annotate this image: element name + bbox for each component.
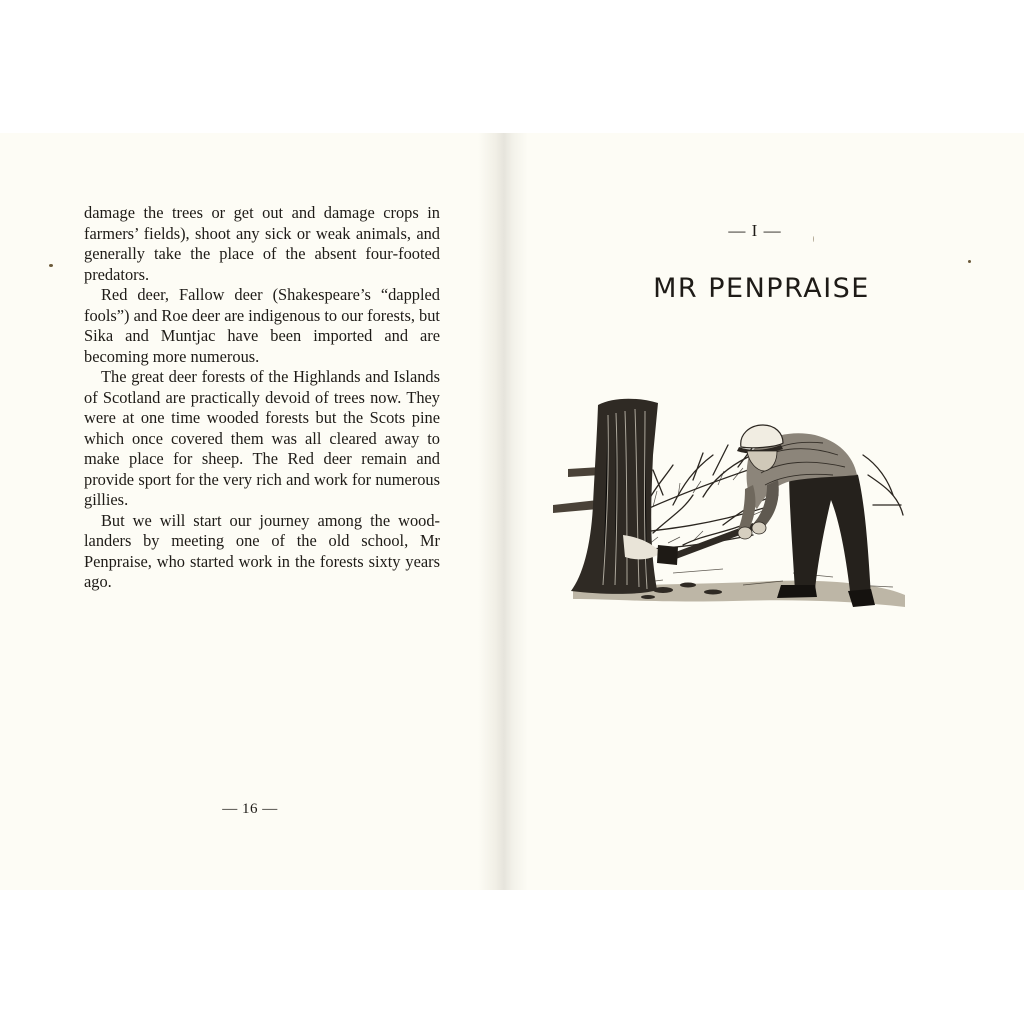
book-spread: [0, 133, 1024, 890]
paper-speck: [813, 236, 814, 242]
paragraph-1: damage the trees or get out and damage crops in farmers’ fields), shoot any sick or weak animals, and generally take the place of the absent four‐footed predators.: [84, 203, 440, 284]
chapter-title: MR PENPRAISE: [653, 273, 870, 304]
paper-speck: [49, 264, 53, 267]
paper-speck: [968, 260, 971, 263]
woodcutter-illustration: [553, 385, 913, 617]
paragraph-4: But we will start our journey among the wood‐landers by meeting one of the old school, Mr Penpraise, who started work in the forests sixty years ago.: [84, 510, 440, 591]
left-page: [0, 133, 505, 890]
chapter-number: — I —: [728, 221, 782, 240]
right-page: [505, 133, 1024, 890]
book-gutter: [478, 133, 528, 890]
paragraph-3: The great deer forests of the Highlands and Islands of Scotland are practically devoid of trees now. They were at one time wooded forests but the Scots pine which once covered them was all cleared away to make place for sheep. The Red deer remain and provide sport for the very rich and work for numerous gillies.: [84, 367, 440, 509]
page-number: — 16 —: [222, 801, 278, 817]
paragraph-2: Red deer, Fallow deer (Shakespeare’s “dappled fools”) and Roe deer are indigenous to our forests, but Sika and Muntjac have been imported and are becoming more numerous.: [84, 285, 440, 366]
body-text: [84, 203, 440, 593]
